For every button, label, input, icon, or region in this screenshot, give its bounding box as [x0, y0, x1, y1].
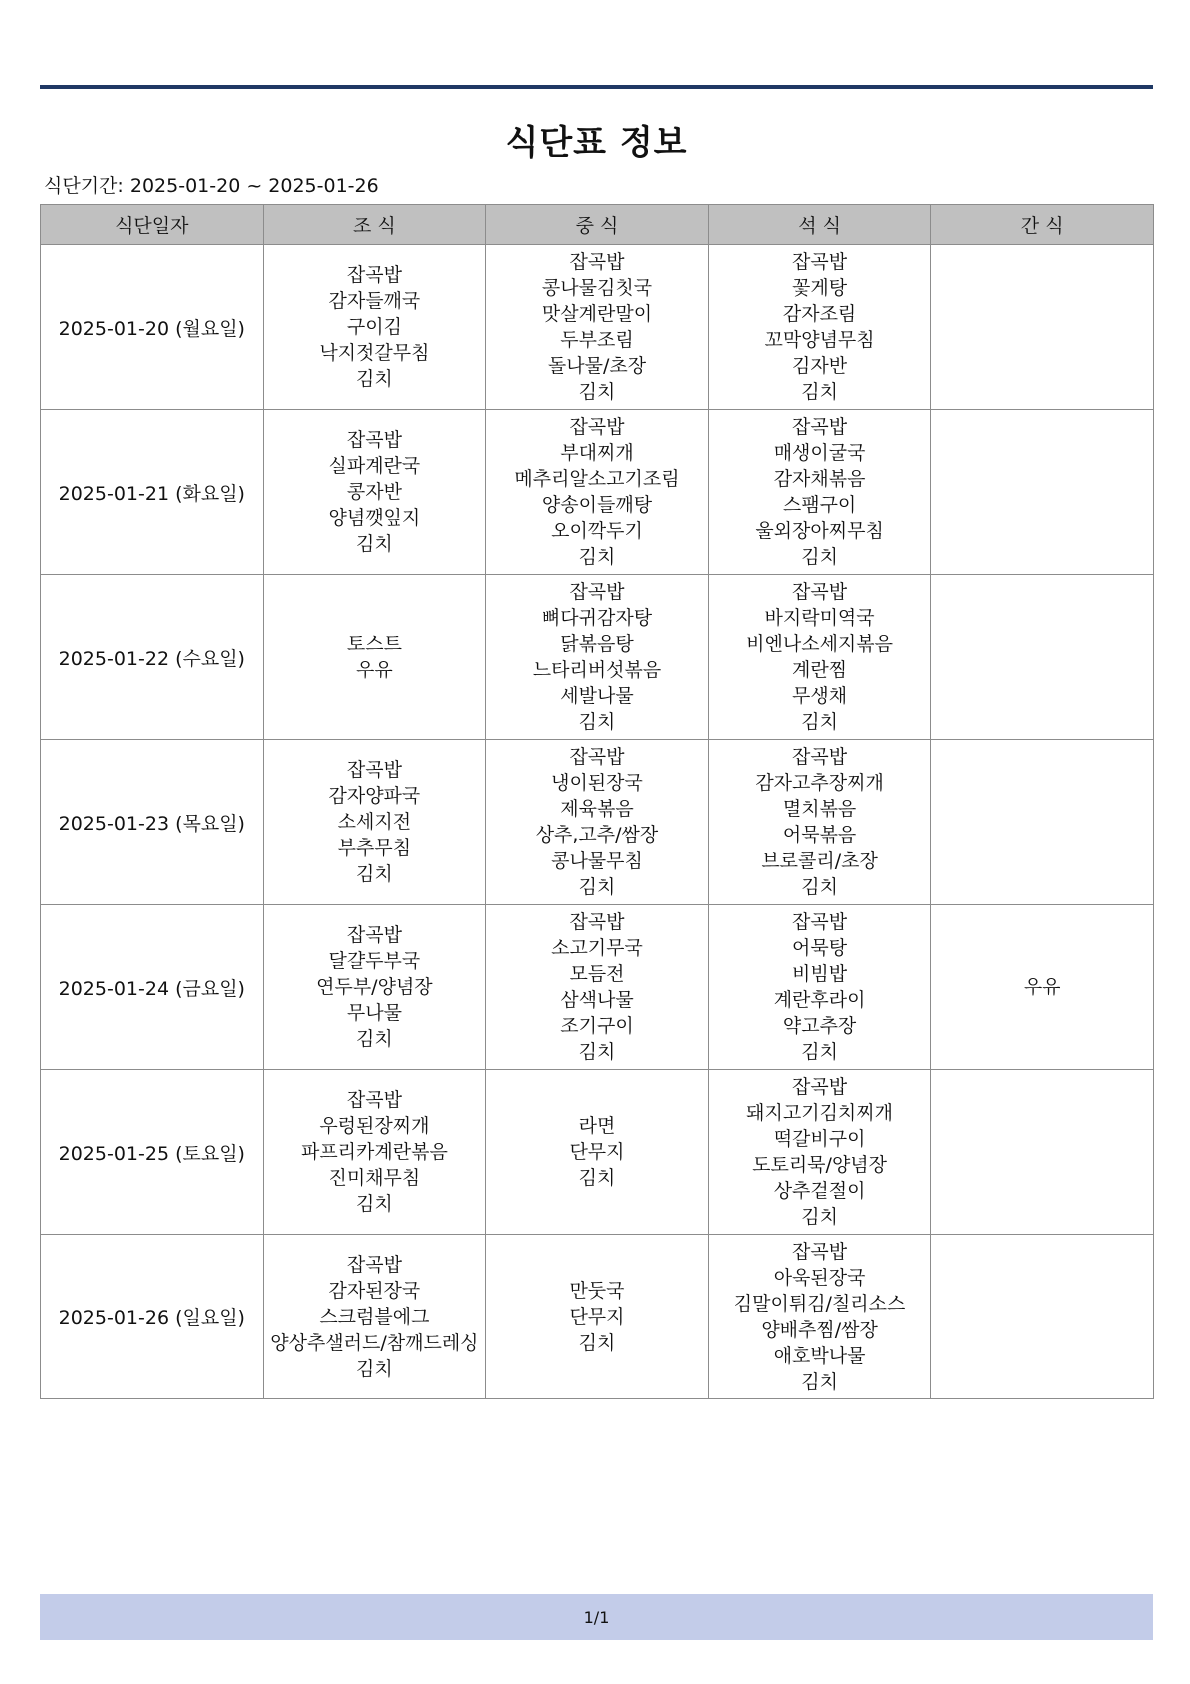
lunch-menu-list	[488, 414, 706, 570]
header-date: 식단일자	[41, 205, 264, 245]
menu-item: 김치	[356, 368, 393, 390]
lunch-cell	[486, 410, 709, 575]
dinner-cell	[708, 245, 931, 410]
menu-item: 실파계란국	[328, 455, 421, 477]
table-row	[41, 1070, 1154, 1235]
menu-item: 잡곡밥	[346, 759, 402, 781]
menu-item: 감자들깨국	[328, 290, 421, 312]
menu-item: 단무지	[569, 1141, 625, 1163]
date-cell	[41, 905, 264, 1070]
snack-cell	[931, 1070, 1154, 1235]
menu-item: 낙지젓갈무침	[319, 342, 430, 364]
lunch-menu-list	[488, 744, 706, 900]
lunch-cell	[486, 245, 709, 410]
table-row	[41, 905, 1154, 1070]
lunch-menu-list	[488, 1278, 706, 1356]
breakfast-cell	[263, 1235, 486, 1399]
menu-item: 메추리알소고기조림	[514, 468, 680, 490]
dinner-menu-list	[711, 414, 929, 570]
menu-item: 무생채	[792, 685, 848, 707]
menu-item: 단무지	[569, 1305, 625, 1328]
table-row	[41, 245, 1154, 410]
menu-item: 잡곡밥	[346, 1253, 402, 1276]
breakfast-menu-list	[266, 922, 484, 1052]
breakfast-menu-list	[266, 757, 484, 887]
breakfast-cell	[263, 905, 486, 1070]
menu-item: 김치	[801, 1370, 838, 1393]
menu-item: 맛살계란말이	[541, 303, 653, 325]
menu-item: 부대찌개	[560, 442, 634, 464]
menu-item: 김치	[356, 1193, 393, 1215]
menu-item: 비엔나소세지볶음	[746, 633, 893, 655]
breakfast-menu-list	[266, 262, 484, 392]
snack-menu-list	[933, 974, 1151, 1000]
menu-item: 잡곡밥	[792, 251, 848, 273]
menu-item: 콩나물무침	[551, 850, 643, 872]
dinner-cell	[708, 410, 931, 575]
menu-item: 뼈다귀감자탕	[541, 607, 653, 629]
lunch-menu-list	[488, 579, 706, 735]
menu-item: 김치	[578, 876, 616, 898]
menu-item: 매생이굴국	[773, 442, 866, 464]
menu-item: 감자고추장찌개	[755, 772, 884, 794]
breakfast-cell	[263, 575, 486, 740]
dinner-menu-list	[711, 1074, 929, 1230]
menu-item: 잡곡밥	[792, 746, 848, 768]
menu-item: 김치	[356, 1357, 393, 1380]
menu-item: 김치	[356, 533, 393, 555]
dinner-cell	[708, 1070, 931, 1235]
menu-item: 애호박나물	[773, 1344, 866, 1367]
dinner-cell	[708, 740, 931, 905]
menu-item: 계란찜	[792, 659, 848, 681]
header-snack: 간 식	[931, 205, 1154, 245]
menu-item: 잡곡밥	[346, 429, 402, 451]
breakfast-cell	[263, 410, 486, 575]
menu-item: 스팸구이	[782, 494, 857, 516]
snack-cell	[931, 410, 1154, 575]
menu-item: 김치	[801, 711, 838, 733]
menu-item: 꽃게탕	[792, 277, 848, 299]
breakfast-menu-list	[266, 1087, 484, 1217]
dinner-cell	[708, 905, 931, 1070]
meal-table	[40, 204, 1154, 1399]
menu-item: 조기구이	[560, 1015, 634, 1037]
menu-item: 잡곡밥	[569, 746, 625, 768]
menu-item: 김치	[578, 1041, 616, 1063]
date-cell	[41, 245, 264, 410]
lunch-cell	[486, 1070, 709, 1235]
menu-item: 라면	[578, 1115, 616, 1137]
menu-item: 어묵볶음	[782, 824, 857, 846]
menu-item: 양송이들깨탕	[541, 494, 653, 516]
menu-item: 잡곡밥	[792, 581, 848, 603]
menu-item: 김말이튀김/칠리소스	[733, 1292, 906, 1315]
date-text: 2025-01-24 (금요일)	[58, 977, 245, 1000]
menu-item: 상추,고추/쌈장	[535, 824, 659, 846]
lunch-cell	[486, 905, 709, 1070]
lunch-cell	[486, 740, 709, 905]
menu-item: 콩나물김칫국	[541, 277, 653, 299]
header-dinner: 석 식	[708, 205, 931, 245]
menu-item: 모듬전	[569, 963, 625, 985]
table-row	[41, 1235, 1154, 1399]
date-cell	[41, 740, 264, 905]
menu-item: 토스트	[346, 633, 402, 655]
menu-item: 삼색나물	[560, 989, 634, 1011]
header-breakfast: 조 식	[263, 205, 486, 245]
breakfast-menu-list	[266, 1252, 484, 1382]
menu-item: 잡곡밥	[792, 911, 848, 933]
menu-item: 계란후라이	[773, 989, 866, 1011]
date-text: 2025-01-23 (목요일)	[58, 812, 245, 835]
dinner-menu-list	[711, 579, 929, 735]
menu-item: 감자채볶음	[773, 468, 866, 490]
menu-item: 김치	[801, 381, 838, 403]
lunch-cell	[486, 575, 709, 740]
menu-item: 구이김	[346, 316, 402, 338]
menu-item: 꼬막양념무침	[764, 329, 875, 351]
menu-item: 느타리버섯볶음	[532, 659, 662, 681]
lunch-menu-list	[488, 909, 706, 1065]
table-body	[41, 245, 1154, 1399]
menu-item: 비빔밥	[792, 963, 848, 985]
date-text: 2025-01-25 (토요일)	[58, 1142, 245, 1165]
breakfast-menu-list	[266, 631, 484, 683]
menu-item: 돌나물/초장	[547, 355, 647, 377]
menu-item: 달걀두부국	[328, 950, 421, 972]
menu-item: 김치	[356, 1028, 393, 1050]
menu-item: 잡곡밥	[792, 1076, 848, 1098]
menu-item: 소고기무국	[551, 937, 643, 959]
breakfast-cell	[263, 245, 486, 410]
menu-item: 김치	[578, 1331, 616, 1354]
menu-item: 김치	[578, 381, 616, 403]
lunch-menu-list	[488, 1113, 706, 1191]
menu-item: 아욱된장국	[773, 1266, 866, 1289]
date-text: 2025-01-26 (일요일)	[58, 1307, 245, 1329]
snack-cell	[931, 905, 1154, 1070]
breakfast-cell	[263, 740, 486, 905]
menu-item: 김치	[356, 863, 393, 885]
date-cell	[41, 410, 264, 575]
table-row	[41, 410, 1154, 575]
breakfast-cell	[263, 1070, 486, 1235]
menu-item: 김치	[578, 546, 616, 568]
dinner-menu-list	[711, 744, 929, 900]
breakfast-menu-list	[266, 427, 484, 557]
menu-item: 김치	[578, 1167, 616, 1189]
snack-cell	[931, 740, 1154, 905]
top-rule	[40, 85, 1153, 89]
dinner-menu-list	[711, 249, 929, 405]
menu-item: 잡곡밥	[346, 264, 402, 286]
menu-item: 우렁된장찌개	[319, 1115, 430, 1137]
menu-item: 양념깻잎지	[328, 507, 421, 529]
date-text: 2025-01-21 (화요일)	[58, 482, 245, 505]
dinner-cell	[708, 575, 931, 740]
menu-item: 멸치볶음	[782, 798, 857, 820]
table-row	[41, 575, 1154, 740]
menu-item: 감자양파국	[328, 785, 421, 807]
menu-item: 바지락미역국	[764, 607, 875, 629]
lunch-cell	[486, 1235, 709, 1399]
menu-item: 감자된장국	[328, 1279, 421, 1302]
lunch-menu-list	[488, 249, 706, 405]
menu-item: 잡곡밥	[792, 416, 848, 438]
menu-item: 김치	[801, 1041, 838, 1063]
date-cell	[41, 1070, 264, 1235]
menu-item: 오이깍두기	[551, 520, 643, 542]
menu-item: 만둣국	[569, 1279, 625, 1302]
page-number: 1/1	[583, 1607, 610, 1627]
menu-item: 두부조림	[560, 329, 634, 351]
snack-cell	[931, 1235, 1154, 1399]
menu-item: 상추겉절이	[773, 1180, 866, 1202]
header-lunch: 중 식	[486, 205, 709, 245]
menu-item: 감자조림	[782, 303, 857, 325]
date-cell	[41, 1235, 264, 1399]
menu-item: 김치	[801, 546, 838, 568]
dinner-menu-list	[711, 909, 929, 1065]
menu-item: 세발나물	[560, 685, 634, 707]
menu-item: 소세지전	[337, 811, 412, 833]
menu-item: 김치	[801, 876, 838, 898]
menu-item: 돼지고기김치찌개	[746, 1102, 893, 1124]
page-title: 식단표 정보	[505, 123, 688, 163]
menu-item: 잡곡밥	[569, 251, 625, 273]
date-cell	[41, 575, 264, 740]
menu-item: 제육볶음	[560, 798, 634, 820]
menu-item: 우유	[1023, 976, 1061, 998]
menu-item: 김자반	[792, 355, 848, 377]
menu-item: 우유	[356, 659, 393, 681]
menu-item: 연두부/양념장	[316, 976, 433, 998]
menu-item: 양상추샐러드/참깨드레싱	[270, 1331, 479, 1354]
menu-item: 잡곡밥	[792, 1240, 848, 1263]
menu-item: 도토리묵/양념장	[752, 1154, 888, 1176]
menu-item: 파프리카계란볶음	[300, 1141, 448, 1163]
meal-period: 식단기간: 2025-01-20 ~ 2025-01-26	[44, 175, 379, 197]
table-header-row	[41, 205, 1154, 245]
date-text: 2025-01-20 (월요일)	[58, 317, 245, 340]
menu-item: 콩자반	[346, 481, 402, 503]
date-text: 2025-01-22 (수요일)	[58, 647, 245, 670]
table-row	[41, 740, 1154, 905]
menu-item: 잡곡밥	[569, 581, 625, 603]
menu-item: 브로콜리/초장	[761, 850, 878, 872]
menu-item: 양배추찜/쌈장	[761, 1318, 878, 1341]
footer-bar	[40, 1594, 1153, 1640]
menu-item: 김치	[801, 1206, 838, 1228]
menu-item: 울외장아찌무침	[755, 520, 884, 542]
menu-item: 잡곡밥	[346, 1089, 402, 1111]
menu-item: 떡갈비구이	[773, 1128, 866, 1150]
menu-item: 김치	[578, 711, 616, 733]
dinner-menu-list	[711, 1239, 929, 1395]
menu-item: 무나물	[346, 1002, 402, 1024]
menu-item: 부추무침	[337, 837, 412, 859]
menu-item: 냉이된장국	[551, 772, 643, 794]
snack-cell	[931, 575, 1154, 740]
menu-item: 스크럼블에그	[319, 1305, 430, 1328]
snack-cell	[931, 245, 1154, 410]
menu-item: 어묵탕	[792, 937, 848, 959]
menu-item: 닭볶음탕	[560, 633, 634, 655]
menu-item: 잡곡밥	[569, 911, 625, 933]
dinner-cell	[708, 1235, 931, 1399]
menu-item: 잡곡밥	[569, 416, 625, 438]
menu-item: 약고추장	[782, 1015, 857, 1037]
menu-item: 잡곡밥	[346, 924, 402, 946]
menu-item: 진미채무침	[328, 1167, 421, 1189]
